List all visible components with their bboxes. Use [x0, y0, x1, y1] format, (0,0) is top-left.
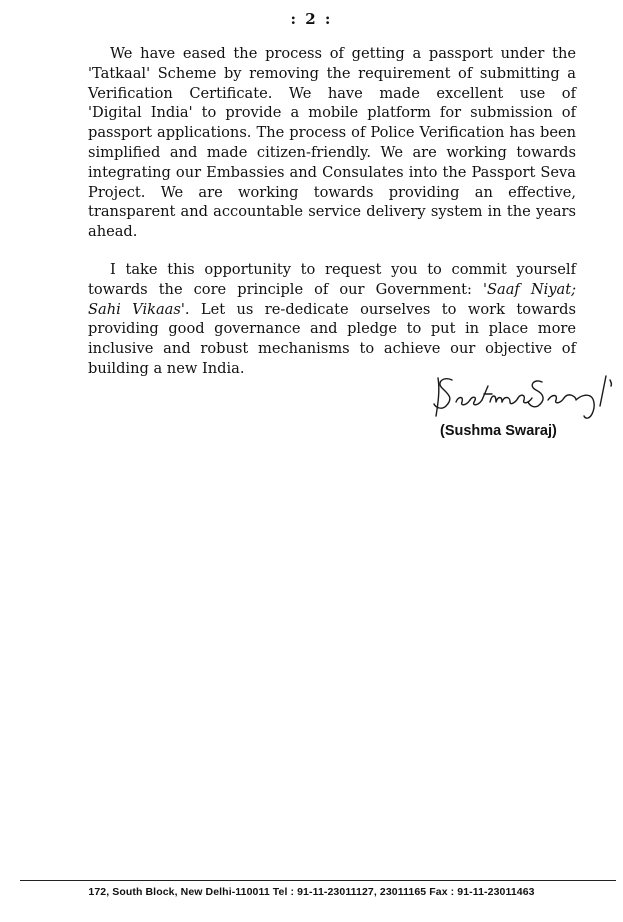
motto-italic: 'Saaf Niyat; [482, 280, 576, 298]
page-number: : 2 : [290, 10, 333, 28]
body-paragraph-2 [88, 260, 576, 379]
signatory-name: (Sushma Swaraj) [440, 423, 557, 439]
paragraph-line: integrating our Embassies and Consulates into the Passport Seva [88, 163, 576, 181]
paragraph-line-text: towards the core principle of our Government: [88, 280, 472, 298]
paragraph-line: building a new India. [88, 359, 245, 377]
motto-italic: Sahi Vikaas' [88, 300, 185, 318]
paragraph-line [88, 300, 576, 320]
handwritten-signature [430, 372, 620, 422]
footer-address: 172, South Block, New Delhi-110011 Tel : 91-11-23011127, 23011165 Fax : 91-11-23011463 [88, 886, 535, 898]
paragraph-line: providing good governance and pledge to put in place more [88, 320, 576, 338]
footer-divider [20, 880, 616, 881]
paragraph-line: inclusive and robust mechanisms to achieve our objective of [88, 340, 576, 358]
paragraph-line: ahead. [88, 223, 138, 241]
paragraph-line: simplified and made citizen-friendly. We are working towards [88, 143, 576, 161]
paragraph-line [88, 260, 576, 280]
paragraph-line: 'Tatkaal' Scheme by removing the requirement of submitting a [88, 64, 576, 82]
paragraph-line-text: We have eased the process of getting a passport under the [110, 45, 576, 62]
paragraph-line-text: . Let us re-dedicate ourselves to work towards [184, 300, 576, 318]
paragraph-line-text: I take this opportunity to request you to commit yourself [110, 261, 576, 278]
paragraph-line [88, 280, 576, 300]
paragraph-line: 'Digital India' to provide a mobile platform for submission of [88, 104, 576, 122]
paragraph-line: Project. We are working towards providing an effective, [88, 183, 576, 201]
paragraph-line: Verification Certificate. We have made excellent use of [88, 84, 576, 102]
paragraph-line [88, 44, 576, 64]
paragraph-line: passport applications. The process of Police Verification has been [88, 124, 576, 142]
paragraph-line: transparent and accountable service delivery system in the years [88, 203, 576, 221]
body-paragraph-1 [88, 44, 576, 242]
